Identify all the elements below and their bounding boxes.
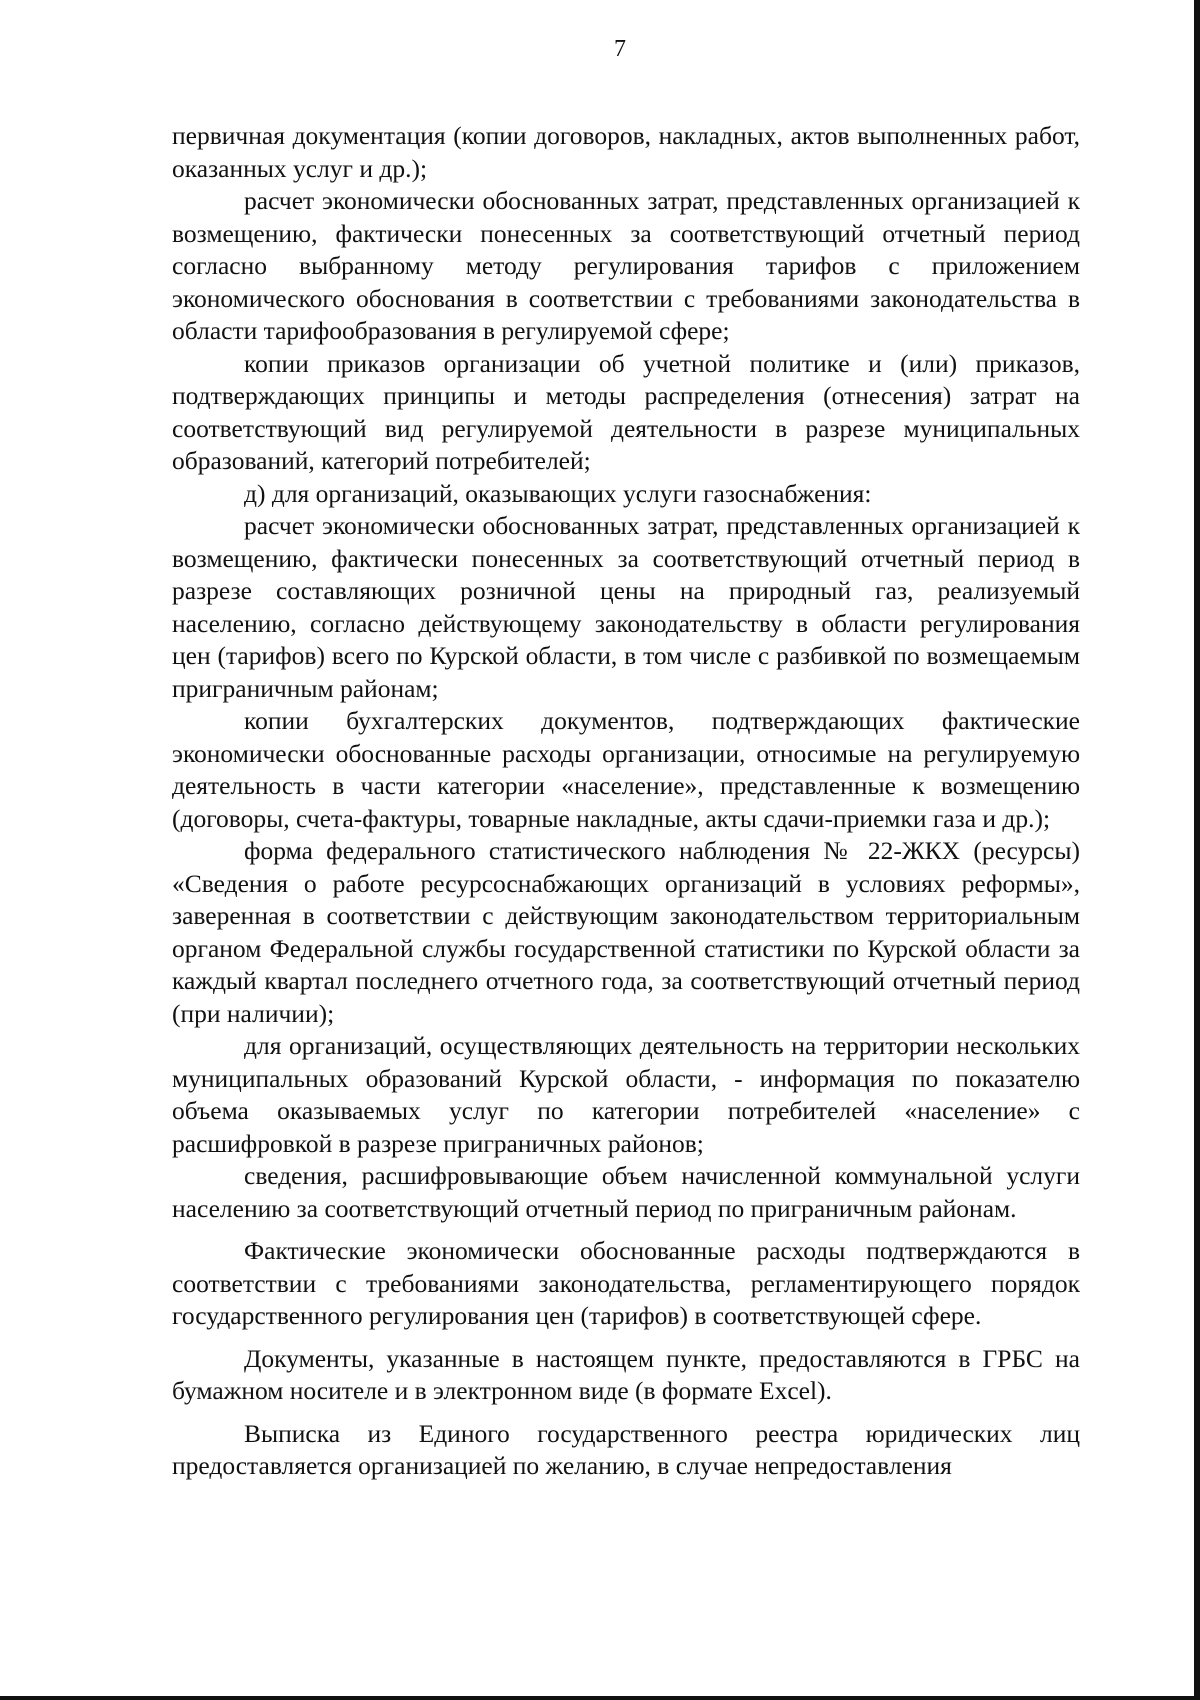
paragraph-accounting-policy-orders: копии приказов организации об учетной политике и (или) приказов, подтверждающих принципы и методы распределения (отнесения) затрат на соответствующий вид регулируемой деятельности в разрезе муниципальных образований, категорий потребителей; — [172, 348, 1080, 475]
paragraph-expense-confirmation: Фактические экономически обоснованные расходы подтверждаются в соответствии с требованиями законодательства, регламентирующего порядок государственного регулирования цен (тарифов) в соответствующей сфере. — [172, 1236, 1080, 1330]
paragraph-multi-municipality: для организаций, осуществляющих деятельность на территории нескольких муниципальных образований Курской области, - информация по показателю объема оказываемых услуг по категории потребителей «население» с расшифровкой в разрезе приграничных районов; — [172, 1031, 1080, 1158]
paragraph-statistical-form: форма федерального статистического наблюдения № 22-ЖКХ (ресурсы) «Сведения о работе ресурсоснабжающих организаций в условиях реформы», заверенная в соответствии с действующим законодательством территориальным органом Федеральной службы государственной статистики по Курской области за каждый квартал последнего отчетного года, за соответствующий отчетный период (при наличии); — [172, 836, 1080, 1028]
document-body — [172, 120, 1080, 1483]
paragraph-primary-documentation: первичная документация (копии договоров, накладных, актов выполненных работ, оказанных услуг и др.); — [172, 121, 1080, 183]
paragraph-gas-cost-calculation: расчет экономически обоснованных затрат, представленных организацией к возмещению, фактически понесенных за соответствующий отчетный период в разрезе составляющих розничной цены на природный газ, реализуемый населению, согласно действующему законодательству в области регулирования цен (тарифов) всего по Курской области, в том числе с разбивкой по возмещаемым приграничным районам; — [172, 511, 1080, 703]
scan-edge-right — [1194, 0, 1200, 1700]
paragraph-utility-volume: сведения, расшифровывающие объем начисленной коммунальной услуги населению за соответствующий отчетный период по приграничным районам. — [172, 1161, 1080, 1223]
paragraph-submission-format: Документы, указанные в настоящем пункте, предоставляются в ГРБС на бумажном носителе и в электронном виде (в формате Excel). — [172, 1343, 1080, 1405]
paragraph-cost-calculation: расчет экономически обоснованных затрат, представленных организацией к возмещению, фактически понесенных за соответствующий отчетный период согласно выбранному методу регулирования тарифов с приложением экономического обоснования в соответствии с требованиями законодательства в области тарифообразования в регулируемой сфере; — [172, 186, 1080, 345]
page-number: 7 — [614, 36, 626, 62]
paragraph-egrul-extract: Выписка из Единого государственного реестра юридических лиц предоставляется организацией по желанию, в случае непредоставления — [172, 1418, 1080, 1480]
scan-edge-bottom — [0, 1696, 1200, 1700]
paragraph-gas-supply-heading: д) для организаций, оказывающих услуги газоснабжения: — [244, 478, 872, 508]
paragraph-accounting-documents: копии бухгалтерских документов, подтверждающих фактические экономически обоснованные расходы организации, относимые на регулируемую деятельность в части категории «население», представленные к возмещению (договоры, счета-фактуры, товарные накладные, акты сдачи-приемки газа и др.); — [172, 706, 1080, 833]
